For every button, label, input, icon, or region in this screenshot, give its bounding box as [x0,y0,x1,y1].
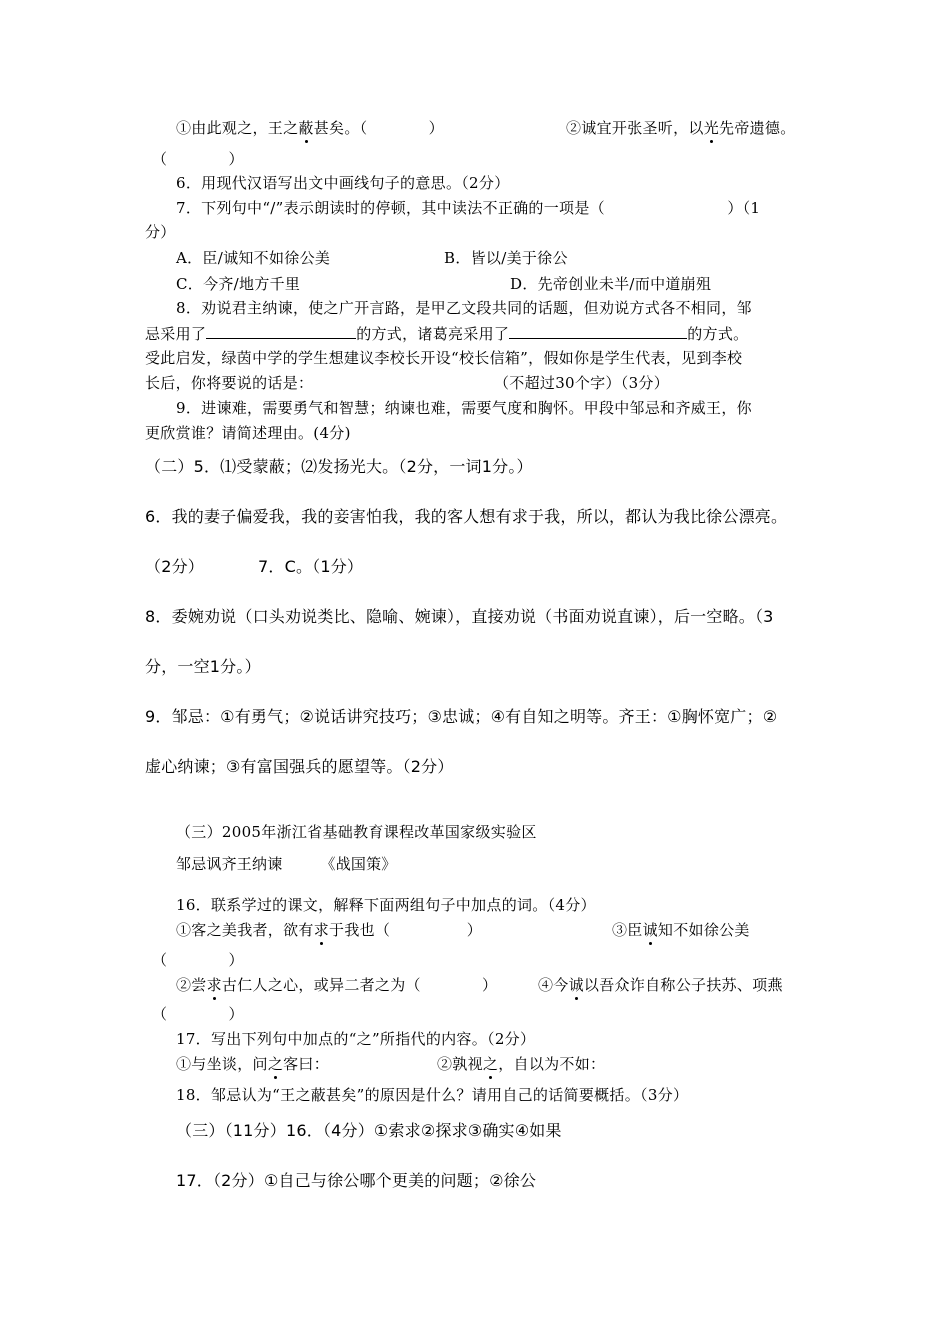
q8-line2: 忌采用了 的方式，诸葛亮采用了 的方式。 [145,325,749,343]
answer-5: （二）5．⑴受蒙蔽；⑵发扬光大。（2分，一词1分。） [145,457,533,476]
q5-item2: ②诚宜开张圣听，以光先帝遗德。 [566,119,796,137]
answer-16: （三）（11分）16．（4分）①索求②探求③确实④如果 [176,1121,562,1140]
q16-item3: ③臣诚知不如徐公美 [612,921,750,939]
q8-line3: 受此启发，绿茵中学的学生想建议李校长开设“校长信箱”，假如你是学生代表，见到李校 [145,349,743,367]
q16-wrap-paren-2: （ ） [152,1005,244,1023]
q7-line2: 分） [145,223,176,241]
q7-option-a: A．臣/诚知不如徐公美 [176,249,331,267]
q16-line1: 16．联系学过的课文，解释下面两组句子中加点的词。（4分） [176,896,596,914]
q7-line1: 7．下列句中“/”表示朗读时的停顿，其中读法不正确的一项是（ ）（1 [176,199,761,217]
q8-line4-a: 长后，你将要说的话是： [145,374,314,392]
section3-heading: （三）2005年浙江省基础教育课程改革国家级实验区 [176,823,537,841]
q8-line4-b: （不超过30个字）（3分） [494,374,670,392]
q16-item2: ②尝求古仁人之心，或异二者之为（ ） [176,976,498,994]
q7-option-d: D．先帝创业未半/而中道崩殂 [510,275,712,293]
answer-9-line1: 9．邹忌：①有勇气；②说话讲究技巧；③忠诚；④有自知之明等。齐王：①胸怀宽广；② [145,707,778,726]
answer-6-score: （2分） [145,557,204,576]
q17-line1: 17．写出下列句中加点的“之”所指代的内容。（2分） [176,1030,536,1048]
q18-text: 18．邹忌认为“王之蔽甚矣”的原因是什么？请用自己的话简要概括。（3分） [176,1086,689,1104]
answer-9-line2: 虚心纳谏；③有富国强兵的愿望等。（2分） [145,757,454,776]
answer-8-line2: 分，一空1分。） [145,657,261,676]
q17-item2: ②孰视之，自以为不如： [437,1055,606,1073]
q8-blank-2[interactable] [509,323,687,339]
q8-blank-1[interactable] [206,323,356,339]
q5-wrap-paren: （ ） [152,150,244,168]
q8-line1: 8．劝说君主纳谏，使之广开言路，是甲乙文段共同的话题，但劝说方式各不相同，邹 [176,299,752,317]
answer-17: 17．（2分）①自己与徐公哪个更美的问题；②徐公 [176,1171,537,1190]
q5-item1: ①由此观之，王之蔽甚矣。（ ） [176,119,444,137]
q9-line2: 更欣赏谁？请简述理由。(4分) [145,424,351,442]
q16-item1: ①客之美我者，欲有求于我也（ ） [176,921,483,939]
q7-option-b: B．皆以/美于徐公 [444,249,568,267]
q16-wrap-paren-1: （ ） [152,951,244,969]
q9-line1: 9．进谏难，需要勇气和智慧；纳谏也难，需要气度和胸怀。甲段中邹忌和齐威王，你 [176,399,752,417]
answer-7: 7．C。（1分） [258,557,364,576]
q7-option-c: C．今齐/地方千里 [176,275,301,293]
q6-text: 6．用现代汉语写出文中画线句子的意思。（2分） [176,174,510,192]
answer-8-line1: 8．委婉劝说（口头劝说类比、隐喻、婉谏），直接劝说（书面劝说直谏），后一空略。（3 [145,607,774,626]
answer-6: 6．我的妻子偏爱我，我的妾害怕我，我的客人想有求于我，所以，都认为我比徐公漂亮。 [145,507,788,526]
q16-item4: ④今诚以吾众诈自称公子扶苏、项燕 [538,976,783,994]
section3-title: 邹忌讽齐王纳谏 《战国策》 [176,855,397,873]
q17-item1: ①与坐谈，问之客曰： [176,1055,330,1073]
